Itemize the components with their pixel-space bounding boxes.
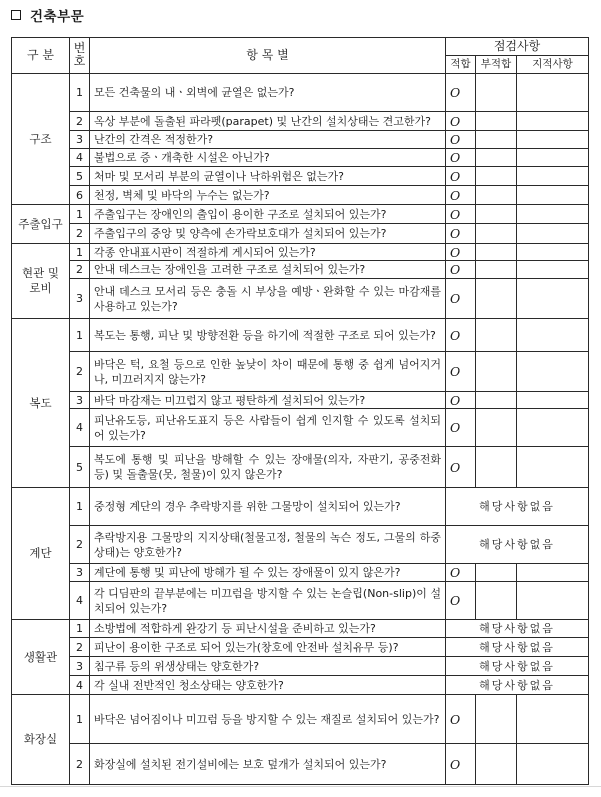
fit-mark: O	[446, 319, 476, 352]
remark-cell	[517, 695, 589, 744]
fit-mark: O	[446, 149, 476, 167]
item-number: 4	[70, 582, 90, 620]
item-number: 5	[70, 167, 90, 186]
number-header-top: 번	[73, 41, 86, 55]
category-cell: 주출입구	[12, 205, 70, 244]
fit-mark: O	[446, 582, 476, 620]
item-header: 항 목 별	[90, 38, 446, 74]
unfit-cell	[476, 224, 517, 244]
item-number: 2	[70, 352, 90, 392]
remark-cell	[517, 261, 589, 279]
not-applicable-note: 해당사항없음	[446, 638, 589, 657]
remark-cell	[517, 112, 589, 131]
category-cell: 화장실	[12, 695, 70, 785]
item-number: 3	[70, 657, 90, 676]
item-number: 6	[70, 186, 90, 205]
fit-mark: O	[446, 744, 476, 785]
table-row	[12, 205, 589, 224]
remark-cell	[517, 167, 589, 186]
section-heading	[11, 4, 84, 26]
item-text: 옥상 부분에 돌출된 파라펫(parapet) 및 난간의 설치상태는 견고한가?	[90, 112, 446, 131]
item-text: 난간의 간격은 적정한가?	[90, 131, 446, 149]
table-row	[12, 392, 589, 409]
remark-cell	[517, 582, 589, 620]
table-row	[12, 319, 589, 352]
item-text: 주출입구의 중앙 및 양측에 손가락보호대가 설치되어 있는가?	[90, 224, 446, 244]
item-number: 3	[70, 279, 90, 319]
item-text: 침구류 등의 위생상태는 양호한가?	[90, 657, 446, 676]
category-header: 구 분	[12, 38, 70, 74]
item-number: 2	[70, 744, 90, 785]
fit-mark: O	[446, 261, 476, 279]
table-row	[12, 526, 589, 564]
item-text: 계단에 통행 및 피난에 방해가 될 수 있는 장애물이 있지 않은가?	[90, 564, 446, 582]
remark-cell	[517, 352, 589, 392]
remark-cell	[517, 186, 589, 205]
remark-cell	[517, 564, 589, 582]
fit-mark: O	[446, 392, 476, 409]
remark-cell	[517, 392, 589, 409]
item-text: 불법으로 증ㆍ개축한 시설은 아닌가?	[90, 149, 446, 167]
table-row	[12, 112, 589, 131]
category-cell: 복도	[12, 319, 70, 488]
remark-cell	[517, 244, 589, 261]
item-number: 1	[70, 319, 90, 352]
fit-mark: O	[446, 352, 476, 392]
unfit-cell	[476, 695, 517, 744]
item-number: 2	[70, 638, 90, 657]
item-number: 1	[70, 488, 90, 526]
item-number: 5	[70, 447, 90, 488]
category-cell: 구조	[12, 74, 70, 205]
remark-cell	[517, 279, 589, 319]
checklist-body	[12, 74, 589, 785]
unfit-cell	[476, 112, 517, 131]
checklist-header	[12, 38, 589, 74]
item-text: 바닥은 넘어짐이나 미끄럼 등을 방지할 수 있는 재질로 설치되어 있는가?	[90, 695, 446, 744]
table-row	[12, 657, 589, 676]
not-applicable-note: 해당사항없음	[446, 657, 589, 676]
table-row	[12, 488, 589, 526]
item-text: 소방법에 적합하게 완강기 등 피난시설을 준비하고 있는가?	[90, 620, 446, 638]
item-text: 모든 건축물의 내ㆍ외벽에 균열은 없는가?	[90, 74, 446, 112]
unfit-cell	[476, 319, 517, 352]
table-row	[12, 744, 589, 785]
remark-cell	[517, 205, 589, 224]
item-text: 복도에 통행 및 피난을 방해할 수 있는 장애물(의자, 자판기, 공중전화 등) 및 돌출물(못, 철물)이 있지 않은가?	[90, 447, 446, 488]
remark-cell	[517, 131, 589, 149]
unfit-cell	[476, 564, 517, 582]
fit-mark: O	[446, 131, 476, 149]
fit-mark: O	[446, 186, 476, 205]
unfit-cell	[476, 167, 517, 186]
unfit-cell	[476, 149, 517, 167]
fit-mark: O	[446, 279, 476, 319]
item-text: 처마 및 모서리 부분의 균열이나 낙하위험은 없는가?	[90, 167, 446, 186]
table-row	[12, 74, 589, 112]
fit-mark: O	[446, 205, 476, 224]
number-header-bottom: 호	[73, 54, 86, 68]
remark-cell	[517, 744, 589, 785]
table-row	[12, 352, 589, 392]
unfit-cell	[476, 261, 517, 279]
item-text: 안내 데스크 모서리 등은 충돌 시 부상을 예방ㆍ완화할 수 있는 마감재를 사용하고 있는가?	[90, 279, 446, 319]
unfit-cell	[476, 447, 517, 488]
not-applicable-note: 해당사항없음	[446, 526, 589, 564]
item-number: 4	[70, 676, 90, 695]
item-number: 4	[70, 409, 90, 447]
fit-mark: O	[446, 112, 476, 131]
fit-mark: O	[446, 224, 476, 244]
unfit-cell	[476, 244, 517, 261]
item-text: 각종 안내표시판이 적절하게 게시되어 있는가?	[90, 244, 446, 261]
item-text: 안내 데스크는 장애인을 고려한 구조로 설치되어 있는가?	[90, 261, 446, 279]
table-row	[12, 638, 589, 657]
table-row	[12, 409, 589, 447]
table-row	[12, 167, 589, 186]
unfit-cell	[476, 74, 517, 112]
table-row	[12, 695, 589, 744]
table-row	[12, 620, 589, 638]
table-row	[12, 149, 589, 167]
remark-cell	[517, 409, 589, 447]
fit-mark: O	[446, 167, 476, 186]
section-title: 건축부문	[30, 9, 85, 25]
page-bottom-rule	[0, 786, 601, 787]
remark-cell	[517, 149, 589, 167]
item-number: 1	[70, 74, 90, 112]
table-row	[12, 131, 589, 149]
not-applicable-note: 해당사항없음	[446, 676, 589, 695]
item-text: 추락방지용 그물망의 지지상태(철물고정, 철물의 녹슨 정도, 그물의 하중상태)는 양호한가?	[90, 526, 446, 564]
table-row	[12, 279, 589, 319]
unfit-cell	[476, 409, 517, 447]
table-row	[12, 244, 589, 261]
unfit-cell	[476, 279, 517, 319]
table-row	[12, 582, 589, 620]
table-row	[12, 186, 589, 205]
remark-column-header: 지적사항	[517, 56, 589, 74]
table-row	[12, 261, 589, 279]
item-text: 각 실내 전반적인 청소상태는 양호한가?	[90, 676, 446, 695]
item-text: 피난유도등, 피난유도표지 등은 사람들이 쉽게 인지할 수 있도록 설치되어 있는가?	[90, 409, 446, 447]
item-text: 중정형 계단의 경우 추락방지를 위한 그물망이 설치되어 있는가?	[90, 488, 446, 526]
item-number: 3	[70, 564, 90, 582]
item-number: 1	[70, 205, 90, 224]
item-text: 복도는 통행, 피난 및 방향전환 등을 하기에 적절한 구조로 되어 있는가?	[90, 319, 446, 352]
not-applicable-note: 해당사항없음	[446, 620, 589, 638]
unfit-cell	[476, 392, 517, 409]
item-text: 천정, 벽체 및 바닥의 누수는 없는가?	[90, 186, 446, 205]
fit-mark: O	[446, 564, 476, 582]
fit-column-header: 적합	[446, 56, 476, 74]
item-text: 주출입구는 장애인의 출입이 용이한 구조로 설치되어 있는가?	[90, 205, 446, 224]
item-text: 피난이 용이한 구조로 되어 있는가(창호에 안전바 설치유무 등)?	[90, 638, 446, 657]
item-number: 2	[70, 261, 90, 279]
item-number: 1	[70, 244, 90, 261]
table-row	[12, 564, 589, 582]
remark-cell	[517, 74, 589, 112]
table-row	[12, 224, 589, 244]
unfit-cell	[476, 186, 517, 205]
number-header	[70, 38, 90, 74]
table-row	[12, 676, 589, 695]
item-text: 바닥은 턱, 요철 등으로 인한 높낮이 차이 때문에 통행 중 쉽게 넘어지거나, 미끄러지지 않는가?	[90, 352, 446, 392]
item-number: 1	[70, 695, 90, 744]
category-cell: 계단	[12, 488, 70, 620]
unfit-cell	[476, 352, 517, 392]
fit-mark: O	[446, 244, 476, 261]
table-row	[12, 447, 589, 488]
item-number: 4	[70, 149, 90, 167]
remark-cell	[517, 447, 589, 488]
check-group-header: 점검사항	[446, 38, 589, 56]
unfit-cell	[476, 131, 517, 149]
fit-mark: O	[446, 74, 476, 112]
unfit-column-header: 부적합	[476, 56, 517, 74]
unfit-cell	[476, 744, 517, 785]
item-text: 화장실에 설치된 전기설비에는 보호 덮개가 설치되어 있는가?	[90, 744, 446, 785]
remark-cell	[517, 319, 589, 352]
item-number: 2	[70, 224, 90, 244]
fit-mark: O	[446, 447, 476, 488]
remark-cell	[517, 224, 589, 244]
item-number: 2	[70, 112, 90, 131]
checklist-table	[11, 37, 589, 785]
item-text: 바닥 마감재는 미끄럽지 않고 평탄하게 설치되어 있는가?	[90, 392, 446, 409]
square-bullet-icon	[11, 10, 21, 20]
unfit-cell	[476, 205, 517, 224]
unfit-cell	[476, 582, 517, 620]
item-number: 1	[70, 620, 90, 638]
item-number: 3	[70, 131, 90, 149]
item-number: 3	[70, 392, 90, 409]
category-cell: 현관 및 로비	[12, 244, 70, 319]
item-number: 2	[70, 526, 90, 564]
fit-mark: O	[446, 695, 476, 744]
category-cell: 생활관	[12, 620, 70, 695]
item-text: 각 디딤판의 끝부분에는 미끄럼을 방지할 수 있는 논슬립(Non-slip)이 설치되어 있는가?	[90, 582, 446, 620]
fit-mark: O	[446, 409, 476, 447]
not-applicable-note: 해당사항없음	[446, 488, 589, 526]
